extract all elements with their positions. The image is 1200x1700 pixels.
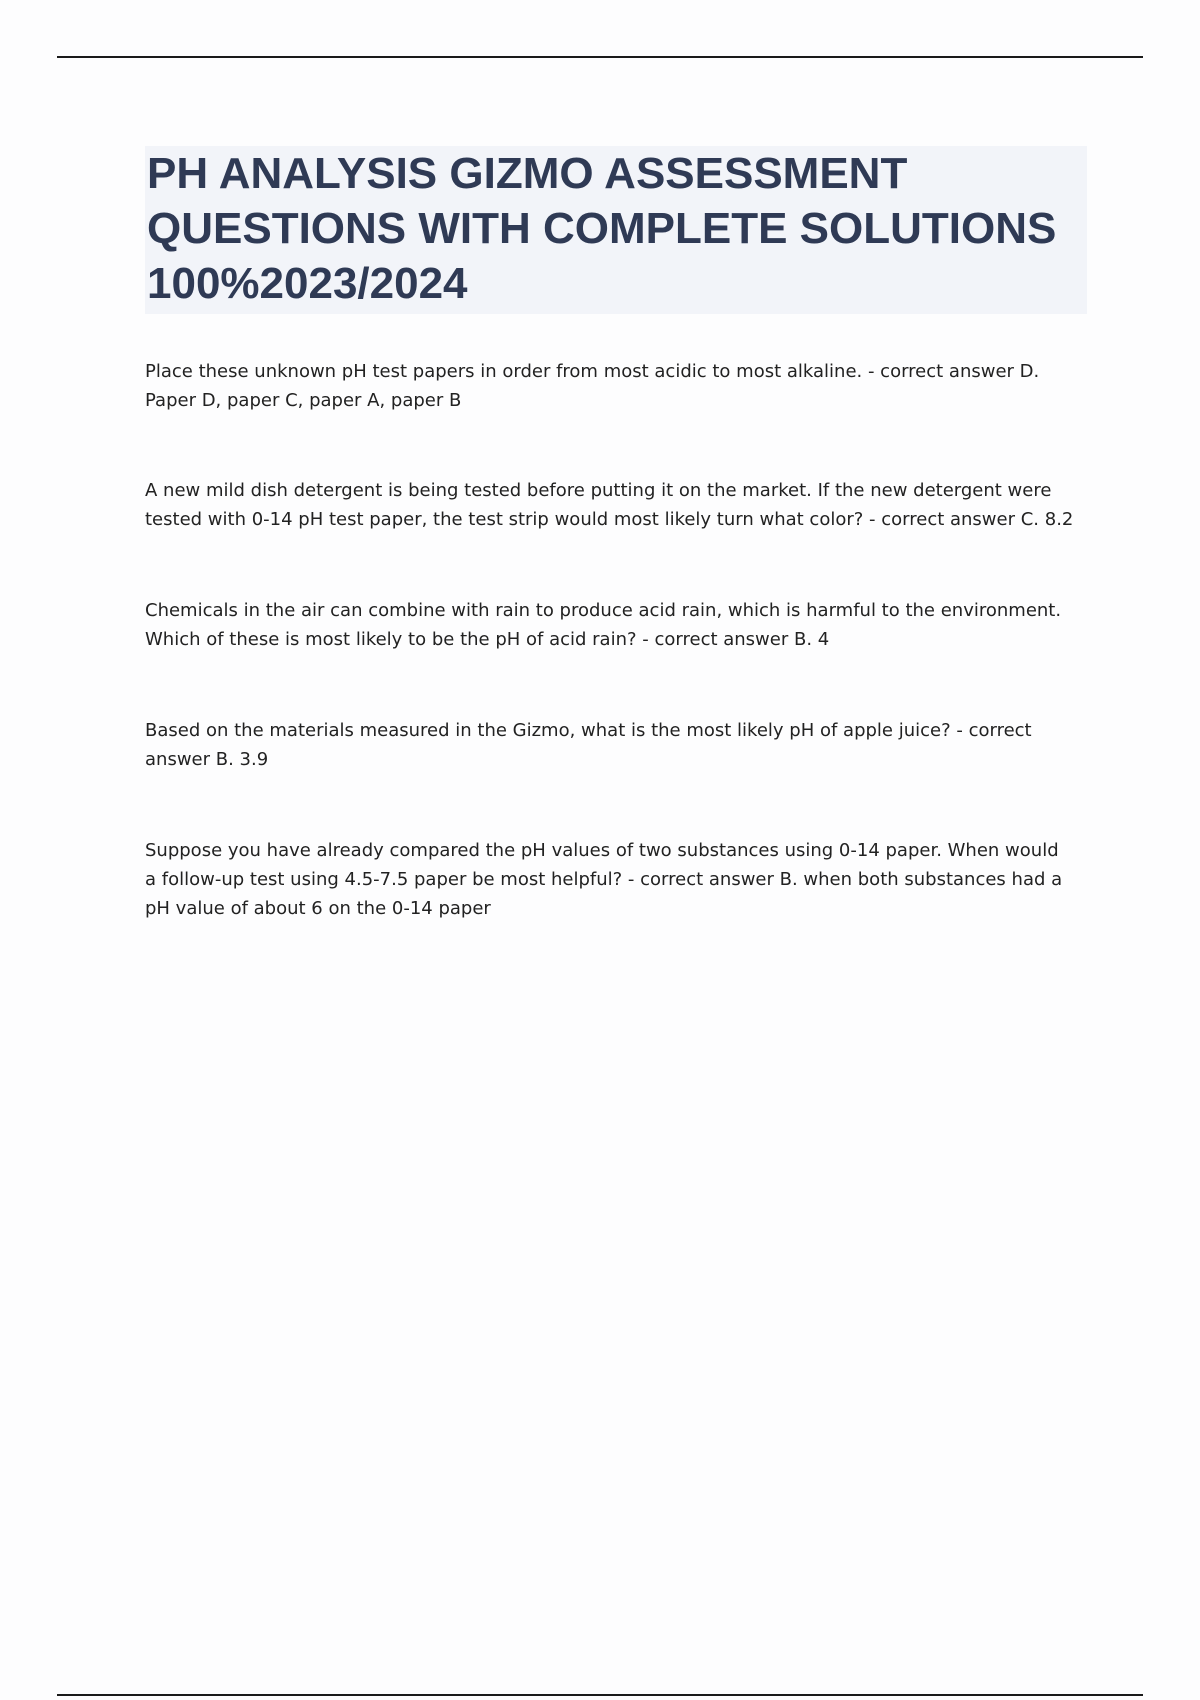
title-block [145, 146, 1087, 314]
qa-item-5: Suppose you have already compared the pH values of two substances using 0-14 paper. When would a follow-up test using 4.5-7.5 paper be most helpful? - correct answer B. when both substances had a pH value of about 6 on the 0-14 paper [145, 840, 1063, 919]
qa-item-3: Chemicals in the air can combine with rain to produce acid rain, which is harmful to the environment. Which of these is most likely to be the pH of acid rain? - correct answer B. 4 [145, 600, 1062, 650]
qa-item-4: Based on the materials measured in the Gizmo, what is the most likely pH of apple juice? - correct answer B. 3.9 [145, 720, 1032, 770]
qa-item-1: Place these unknown pH test papers in order from most acidic to most alkaline. - correct answer D. Paper D, paper C, paper A, paper B [145, 361, 1040, 411]
top-rule [57, 56, 1143, 58]
document-title: PH ANALYSIS GIZMO ASSESSMENT QUESTIONS WITH COMPLETE SOLUTIONS 100%2023/2024 [147, 149, 1057, 308]
qa-item-2: A new mild dish detergent is being tested before putting it on the market. If the new detergent were tested with 0-14 pH test paper, the test strip would most likely turn what color? - correct answer C. 8.2 [145, 480, 1074, 530]
bottom-rule [57, 1694, 1143, 1696]
